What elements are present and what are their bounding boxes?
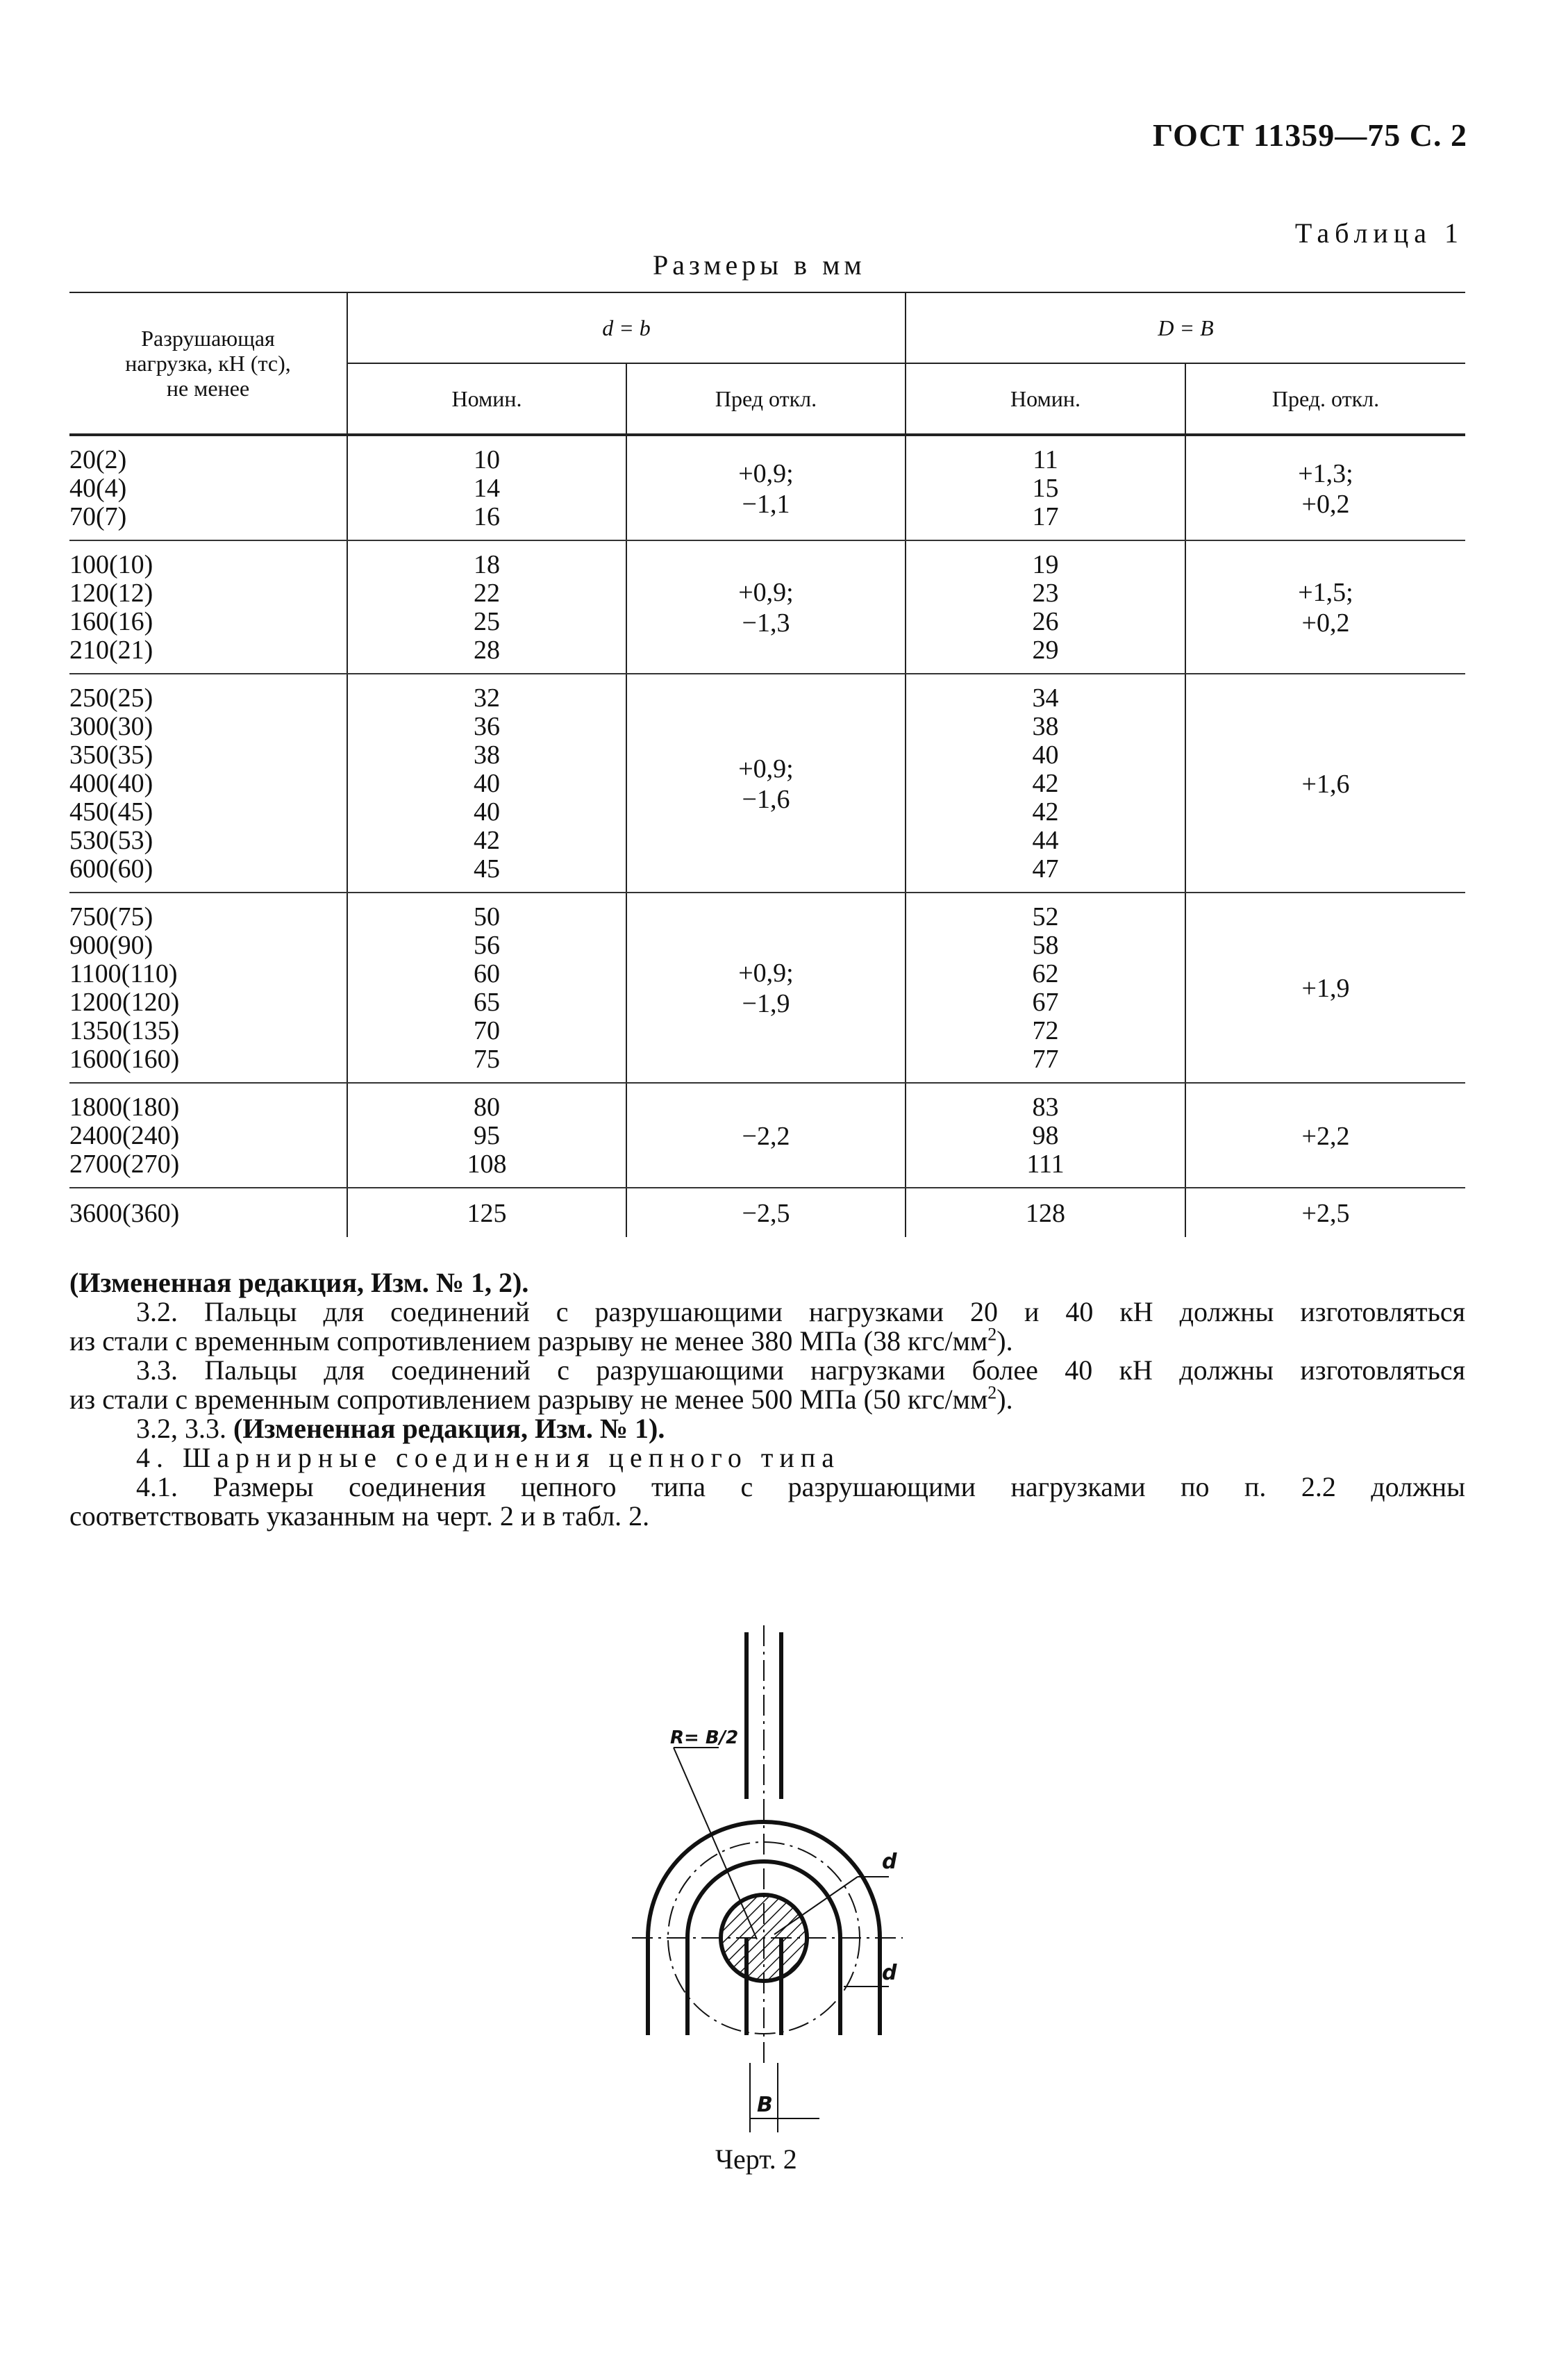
header-D-nominal: Номин. [906, 363, 1185, 435]
figure-caption: Черт. 2 [715, 2143, 797, 2175]
d-tolerance-cell: −2,2 [626, 1083, 906, 1188]
d-nominal-cell: 50 56 60 65 70 75 [347, 893, 626, 1083]
load-cell: 20(2) 40(4) 70(7) [69, 435, 347, 540]
D-nominal-cell: 128 [906, 1188, 1185, 1237]
load-cell: 250(25) 300(30) 350(35) 400(40) 450(45) 530(53) 600(60) [69, 674, 347, 893]
paragraph-3-3-cont: из стали с временным сопротивлением разрыву не менее 500 МПа (50 кгс/$мм^2$). [69, 1382, 1013, 1415]
D-tolerance-cell: +1,3; +0,2 [1185, 435, 1465, 540]
d-label-side: d [882, 1961, 897, 1985]
table-row-group [69, 435, 1465, 540]
paragraph-4-1: 4.1. Размеры соединения цепного типа с разрушающими нагрузками по п. 2.2 должны [136, 1471, 1465, 1502]
d-nominal-cell: 125 [347, 1188, 626, 1237]
D-nominal-cell: 34 38 40 42 42 44 47 [906, 674, 1185, 893]
chain-joint-drawing [528, 1618, 1014, 2132]
paragraph-3-2-cont: из стали с временным сопротивлением разрыву не менее 380 МПа (38 кгс/$мм^2$). [69, 1324, 1013, 1357]
D-nominal-cell: 19 23 26 29 [906, 540, 1185, 674]
D-tolerance-cell: +2,2 [1185, 1083, 1465, 1188]
load-cell: 100(10) 120(12) 160(16) 210(21) [69, 540, 347, 674]
D-nominal-cell: 83 98 111 [906, 1083, 1185, 1188]
amendment-note-2: 3.2, 3.3. (Измененная редакция, Изм. № 1). [136, 1413, 665, 1444]
d-nominal-cell: 80 95 108 [347, 1083, 626, 1188]
table-row-group [69, 540, 1465, 674]
section-title: 4. Шарнирные соединения цепного типа [136, 1442, 840, 1473]
b-label: B [757, 2093, 773, 2117]
header-D-tolerance: Пред. откл. [1185, 363, 1465, 435]
load-cell: 1800(180) 2400(240) 2700(270) [69, 1083, 347, 1188]
amendment-note: (Измененная редакция, Изм. № 1, 2). [69, 1267, 529, 1298]
d-nominal-cell: 32 36 38 40 40 42 45 [347, 674, 626, 893]
paragraph-3-2: 3.2. Пальцы для соединений с разрушающими нагрузками 20 и 40 кН должны изготовляться [136, 1296, 1465, 1327]
header-d-nominal: Номин. [347, 363, 626, 435]
D-nominal-cell: 52 58 62 67 72 77 [906, 893, 1185, 1083]
D-tolerance-cell: +1,6 [1185, 674, 1465, 893]
d-tolerance-cell: +0,9; −1,3 [626, 540, 906, 674]
d-tolerance-cell: +0,9; −1,6 [626, 674, 906, 893]
table-row-group [69, 674, 1465, 893]
table-row-group [69, 893, 1465, 1083]
D-tolerance-cell: +2,5 [1185, 1188, 1465, 1237]
table-label: Таблица 1 [1294, 217, 1464, 249]
page-header: ГОСТ 11359—75 С. 2 [1152, 117, 1467, 153]
d-nominal-cell: 10 14 16 [347, 435, 626, 540]
dimensions-table [69, 292, 1465, 1237]
header-D-group: D = B [906, 292, 1465, 363]
load-cell: 3600(360) [69, 1198, 180, 1228]
paragraph-3-3: 3.3. Пальцы для соединений с разрушающими нагрузками более 40 кН должны изготовляться [136, 1354, 1465, 1386]
header-load: Разрушающая нагрузка, кН (тс), не менее [69, 292, 347, 435]
radius-label: R= B/2 [670, 1727, 739, 1748]
table-row-group [69, 1188, 1465, 1237]
d-label-top: d [882, 1850, 897, 1874]
paragraph-4-1-cont: соответствовать указанным на черт. 2 и в табл. 2. [69, 1500, 650, 1532]
D-tolerance-cell: +1,9 [1185, 893, 1465, 1083]
body-text [69, 1268, 1465, 1531]
header-d-tolerance: Пред откл. [626, 363, 906, 435]
d-tolerance-cell: +0,9; −1,1 [626, 435, 906, 540]
d-nominal-cell: 18 22 25 28 [347, 540, 626, 674]
header-d-group: d = b [347, 292, 906, 363]
table-row-group [69, 1083, 1465, 1188]
dimensions-label: Размеры в мм [653, 249, 866, 281]
D-tolerance-cell: +1,5; +0,2 [1185, 540, 1465, 674]
load-cell: 750(75) 900(90) 1100(110) 1200(120) 1350(135) 1600(160) [69, 893, 347, 1083]
d-tolerance-cell: +0,9; −1,9 [626, 893, 906, 1083]
d-tolerance-cell: −2,5 [626, 1188, 906, 1237]
D-nominal-cell: 11 15 17 [906, 435, 1185, 540]
